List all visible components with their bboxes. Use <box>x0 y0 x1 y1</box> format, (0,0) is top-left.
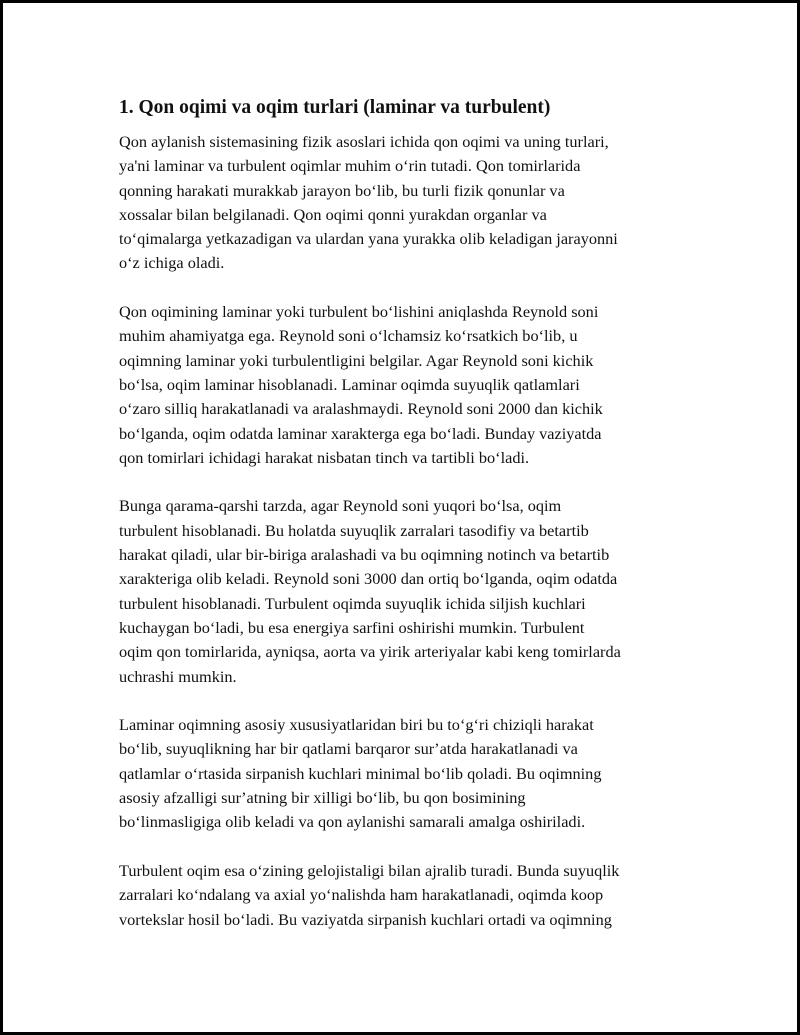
text-line: zarralari koʻndalang va axial yoʻnalishda ham harakatlanadi, oqimda koop <box>119 885 604 905</box>
paragraph-1 <box>119 130 694 276</box>
text-line: muhim ahamiyatga ega. Reynold soni oʻlchamsiz koʻrsatkich boʻlib, u <box>119 326 578 346</box>
text-line: xarakteriga olib keladi. Reynold soni 3000 dan ortiq boʻlganda, oqim odatda <box>119 569 618 589</box>
paragraph-4 <box>119 713 694 834</box>
document-body <box>119 96 694 956</box>
text-line: Turbulent oqim esa oʻzining gelojistaligi bilan ajralib turadi. Bunda suyuqlik <box>119 860 620 880</box>
text-line: Laminar oqimning asosiy xususiyatlaridan biri bu toʻgʻri chiziqli harakat <box>119 715 594 735</box>
text-line: boʻlsa, oqim laminar hisoblanadi. Laminar oqimda suyuqlik qatlamlari <box>119 374 580 394</box>
text-line: boʻlib, suyuqlikning har bir qatlami barqaror surʼatda harakatlanadi va <box>119 739 578 759</box>
text-line: Qon aylanish sistemasining fizik asoslari ichida qon oqimi va uning turlari, <box>119 132 609 151</box>
text-line: qon tomirlari ichidagi harakat nisbatan tinch va tartibli boʻladi. <box>119 447 530 467</box>
text-line: turbulent hisoblanadi. Turbulent oqimda suyuqlik ichida siljish kuchlari <box>119 593 586 613</box>
paragraph-5 <box>119 859 694 932</box>
text-line: qonning harakati murakkab jarayon boʻlib, bu turli fizik qonunlar va <box>119 180 565 200</box>
text-line: kuchaygan boʻladi, bu esa energiya sarfini oshirishi mumkin. Turbulent <box>119 617 585 637</box>
section-heading: 1. Qon oqimi va oqim turlari (laminar va turbulent) <box>119 97 551 118</box>
text-line: asosiy afzalligi surʼatning bir xilligi boʻlib, bu qon bosimining <box>119 788 526 808</box>
text-line: harakat qiladi, ular bir-biriga aralashadi va bu oqimning notinch va betartib <box>119 545 610 565</box>
text-line: toʻqimalarga yetkazadigan va ulardan yana yurakka olib keladigan jarayonni <box>119 229 618 249</box>
text-line: xossalar bilan belgilanadi. Qon oqimi qonni yurakdan organlar va <box>119 204 547 224</box>
text-line: turbulent hisoblanadi. Bu holatda suyuqlik zarralari tasodifiy va betartib <box>119 520 589 540</box>
text-line: Qon oqimining laminar yoki turbulent boʻlishini aniqlashda Reynold soni <box>119 302 599 322</box>
paragraph-2 <box>119 300 694 470</box>
paragraph-3 <box>119 494 694 688</box>
text-line: qatlamlar oʻrtasida sirpanish kuchlari minimal boʻlib qoladi. Bu oqimning <box>119 763 602 783</box>
text-line: oʻz ichiga oladi. <box>119 253 225 273</box>
text-line: oʻzaro silliq harakatlanadi va aralashmaydi. Reynold soni 2000 dan kichik <box>119 399 603 419</box>
text-line: oqim qon tomirlarida, ayniqsa, aorta va yirik arteriyalar kabi keng tomirlarda <box>119 642 621 662</box>
text-line: vortekslar hosil boʻladi. Bu vaziyatda sirpanish kuchlari ortadi va oqimning <box>119 909 612 929</box>
text-line: Bunga qarama-qarshi tarzda, agar Reynold soni yuqori boʻlsa, oqim <box>119 496 562 516</box>
text-line: ya'ni laminar va turbulent oqimlar muhim oʻrin tutadi. Qon tomirlarida <box>119 156 581 176</box>
text-line: boʻlinmasligiga olib keladi va qon aylanishi samarali amalga oshiriladi. <box>119 812 586 832</box>
text-line: boʻlganda, oqim odatda laminar xarakterga ega boʻladi. Bunday vaziyatda <box>119 423 602 443</box>
text-line: oqimning laminar yoki turbulentligini belgilar. Agar Reynold soni kichik <box>119 350 594 370</box>
text-line: uchrashi mumkin. <box>119 666 237 686</box>
